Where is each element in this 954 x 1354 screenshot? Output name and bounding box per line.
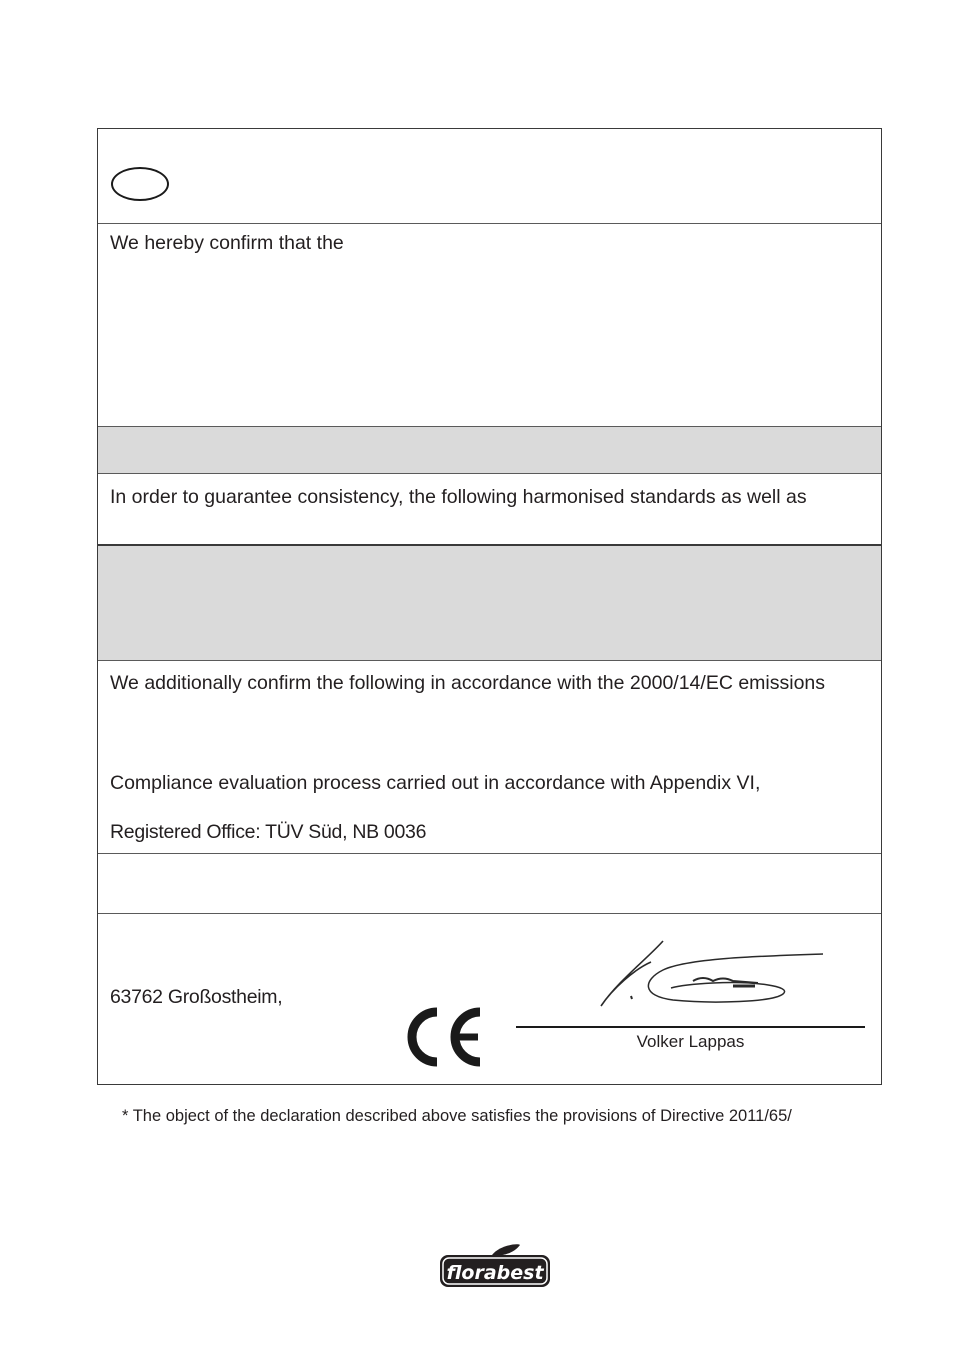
grey-band-standards	[98, 544, 881, 660]
emissions-row	[98, 660, 881, 853]
confirm-intro-text: We hereby confirm that the	[110, 232, 344, 254]
compliance-process-text: Compliance evaluation process carried out in accordance with Appendix VI,	[110, 772, 761, 794]
florabest-logo-text: florabest	[446, 1262, 544, 1284]
handwritten-signature-icon	[593, 936, 833, 1016]
declaration-form	[97, 128, 882, 1085]
place-text: 63762 Großostheim,	[110, 986, 283, 1008]
header-row	[98, 129, 881, 223]
country-code-oval	[111, 167, 169, 201]
grey-band-directives	[98, 426, 881, 473]
standards-intro-text: In order to guarantee consistency, the following harmonised standards as well as	[110, 486, 807, 508]
product-confirmation-row	[98, 223, 881, 426]
signature-line	[516, 1026, 865, 1028]
registered-office-text: Registered Office: TÜV Süd, NB 0036	[110, 821, 427, 843]
standards-row	[98, 473, 881, 544]
signer-name: Volker Lappas	[636, 1032, 745, 1051]
emissions-intro-text: We additionally confirm the following in accordance with the 2000/14/EC emissions	[110, 672, 826, 694]
florabest-logo-icon	[438, 1243, 552, 1289]
blank-row	[98, 853, 881, 913]
footnote-text: * The object of the declaration described above satisfies the provisions of Directive 2011/65/	[122, 1107, 792, 1125]
ce-mark-icon	[404, 1006, 484, 1068]
signature-row	[98, 913, 881, 1086]
